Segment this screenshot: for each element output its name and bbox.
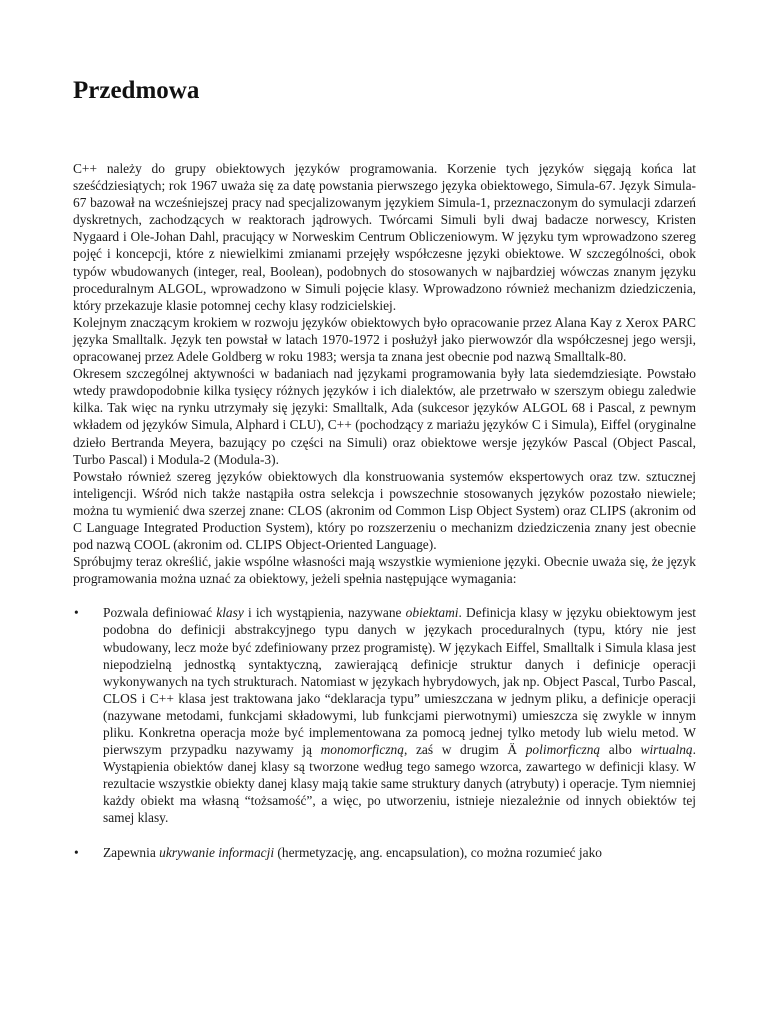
requirements-list	[73, 604, 696, 860]
list-item-text: Pozwala definiować klasy i ich wystąpienia, nazywane obiektami. Definicja klasy w języku obiektowym jest podobna do definicji abstrakcyjnego typu danych w językach proceduralnych (typu, który nie jest wbudowany, lecz może być zdefiniowany przez programistę). W językach Eiffel, Smalltalk i Simula klasa jest niepodzielną jednostką syntaktyczną, zawierającą definicje struktur danych i definicje operacji wykonywanych na tych strukturach. Natomiast w językach hybrydowych, jak np. Object Pascal, Turbo Pascal, CLOS i C++ klasa jest traktowana jako “deklaracja typu” umieszczana w jednym pliku, a definicje operacji (nazywane metodami, funkcjami składowymi, lub funkcjami pierwotnymi) umieszcza się zwykle w innym pliku. Konkretna operacja może być implementowana za pomocą jednej tylko metody lub wielu metod. W pierwszym przypadku nazywamy ją monomorficzną, zaś w drugim Ä polimorficzną albo wirtualną. Wystąpienia obiektów danej klasy są tworzone według tego samego wzorca, zawartego w definicji klasy. W rezultacie wszystkie obiekty danej klasy mają takie same struktury danych (atrybuty) i operacje. Tym niemniej każdy obiekt ma własną “tożsamość”, a więc, po utworzeniu, istnieje niezależnie od innych obiektów tej samej klasy.	[103, 605, 697, 826]
paragraph-5: Spróbujmy teraz określić, jakie wspólne własności mają wszystkie wymienione języki. Obecnie uważa się, że język programowania można uznać za obiektowy, jeżeli spełnia następujące wymagania:	[73, 554, 696, 587]
bullet-icon: •	[74, 844, 79, 860]
paragraph-1: C++ należy do grupy obiektowych języków programowania. Korzenie tych języków sięgają końca lat sześćdziesiątych; rok 1967 uważa się za datę powstania pierwszego języka obiektowego, Simula-67. Język Simula-67 bazował na wcześniejszej pracy nad specjalizowanym językiem Simula-1, przeznaczonym do symulacji zdarzeń dyskretnych, zachodzących w reaktorach jądrowych. Twórcami Simuli byli dwaj badacze norwescy, Kristen Nygaard i Ole-Johan Dahl, pracujący w Norweskim Centrum Obliczeniowym. W języku tym wprowadzono szereg pojęć i koncepcji, które z niewielkimi zmianami przejęły współczesne języki obiektowe. W szczególności, obok typów wbudowanych (integer, real, Boolean), podobnych do stosowanych w najbardziej wówczas znanym języku proceduralnym ALGOL, wprowadzono w Simuli pojęcie klasy. Wprowadzono również mechanizm dziedziczenia, który przekazuje klasie potomnej cechy klasy rodzicielskiej.	[73, 161, 696, 313]
paragraph-2: Kolejnym znaczącym krokiem w rozwoju języków obiektowych było opracowanie przez Alana Kay z Xerox PARC języka Smalltalk. Język ten powstał w latach 1970-1972 i posłużył jako pierwowzór dla współczesnej jego wersji, opracowanej przez Adele Goldberg w roku 1983; wersja ta znana jest obecnie pod nazwą Smalltalk-80.	[73, 314, 696, 365]
document-body	[73, 160, 696, 878]
paragraph-4: Powstało również szereg języków obiektowych dla konstruowania systemów ekspertowych oraz tzw. sztucznej inteligencji. Wśród nich także nastąpiła ostra selekcja i powszechnie stosowanych języków pozostało niewiele; można tu wymienić dwa szerzej znane: CLOS (akronim od Common Lisp Object System) oraz CLIPS (akronim od C Language Integrated Production System), który po rozszerzeniu o mechanizm dziedziczenia znany jest obecnie pod nazwą COOL (akronim od. CLIPS Object-Oriented Language).	[73, 468, 696, 553]
list-item	[73, 604, 696, 826]
list-item	[73, 844, 696, 861]
bullet-icon: •	[74, 605, 79, 621]
page-title: Przedmowa	[73, 77, 200, 104]
list-item-text: Zapewnia ukrywanie informacji (hermetyzację, ang. encapsulation), co można rozumieć jako	[103, 844, 602, 860]
paragraph-3: Okresem szczególnej aktywności w badaniach nad językami programowania były lata siedemdziesiąte. Powstało wtedy prawdopodobnie kilka tysięcy różnych języków i ich dialektów, ale przetrwało w szerszym obiegu zaledwie kilka. Tak więc na rynku utrzymały się języki: Smalltalk, Ada (sukcesor języków ALGOL 68 i Pascal, z pewnym wkładem od języków Simula, Alphard i CLU), C++ (pochodzący z mariażu języków C i Simula), Eiffel (oryginalne dzieło Bertranda Meyera, bazujący po części na Simuli) oraz obiektowe wersje języków Pascal (Object Pascal, Turbo Pascal) i Modula-2 (Modula-3).	[73, 366, 696, 467]
